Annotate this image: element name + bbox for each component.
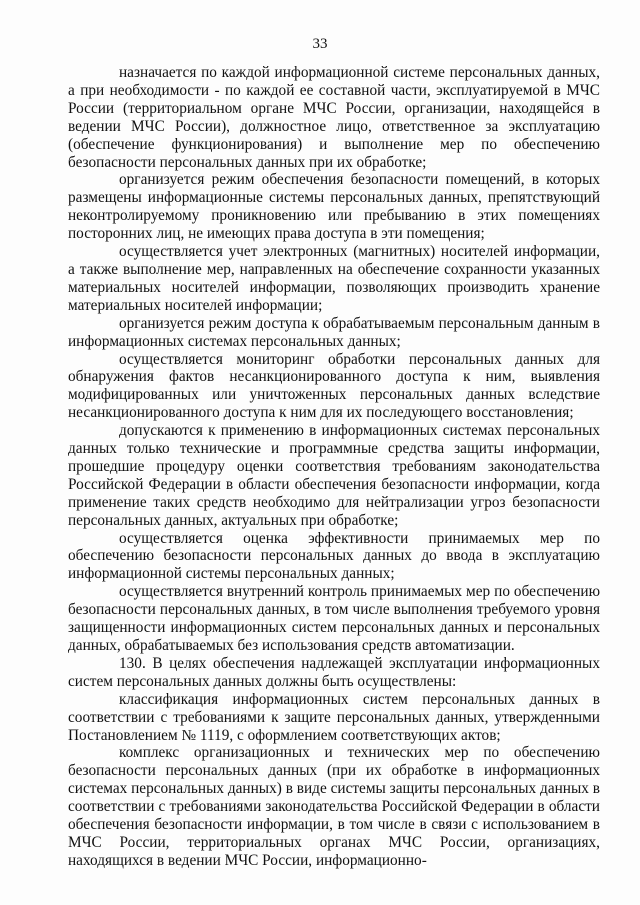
paragraph-access-regime: организуется режим доступа к обрабатываемым персональным данным в информационных системах персональных данных; (68, 314, 600, 350)
paragraph-effectiveness-assessment: осуществляется оценка эффективности принимаемых мер по обеспечению безопасности персональных данных до ввода в эксплуатацию информационной системы персональных данных; (68, 529, 600, 583)
paragraph-media-accounting: осуществляется учет электронных (магнитных) носителей информации, а также выполнение мер, направленных на обеспечение сохранности указанных материальных носителей информации, позволяющих производить хранение материальных носителей информации; (68, 243, 600, 314)
document-body (68, 64, 600, 870)
paragraph-responsible-official: назначается по каждой информационной системе персональных данных, а при необходимости - по каждой ее составной части, эксплуатируемой в МЧС России (территориальном органе МЧС России, организации, находящейся в ведении МЧС России), должностное лицо, ответственное за эксплуатацию (обеспечение функционирования) и выполнение мер по обеспечению безопасности персональных данных при их обработке; (68, 64, 600, 171)
paragraph-classification: классификация информационных систем персональных данных в соответствии с требованиями к защите персональных данных, утвержденными Постановлением № 1119, с оформлением соответствующих актов; (68, 690, 600, 744)
paragraph-monitoring: осуществляется мониторинг обработки персональных данных для обнаружения фактов несанкционированного доступа к ним, выявления модифицированных или уничтоженных персональных данных вследствие несанкционированного доступа к ним для их последующего восстановления; (68, 350, 600, 422)
page-number: 33 (312, 36, 328, 52)
paragraph-clause-130: 130. В целях обеспечения надлежащей эксплуатации информационных систем персональных данных должны быть осуществлены: (68, 654, 600, 690)
paragraph-premises-security: организуется режим обеспечения безопасности помещений, в которых размещены информационные системы персональных данных, препятствующий неконтролируемому проникновению или пребыванию в этих помещениях посторонних лиц, не имеющих права доступа в эти помещения; (68, 171, 600, 243)
paragraph-measures-complex: комплекс организационных и технических мер по обеспечению безопасности персональных данных (при их обработке в информационных системах персональных данных) в виде системы защиты персональных данных в соответствии с требованиями законодательства Российской Федерации в области обеспечения безопасности информации, в том числе в связи с использованием в МЧС России, территориальных органах МЧС России, организациях, находящихся в ведении МЧС России, информационно- (68, 744, 600, 869)
paragraph-internal-control: осуществляется внутренний контроль принимаемых мер по обеспечению безопасности персональных данных, в том числе выполнения требуемого уровня защищенности информационных систем персональных данных и персональных данных, обрабатываемых без использования средств автоматизации. (68, 583, 600, 654)
paragraph-certified-tools: допускаются к применению в информационных системах персональных данных только технические и программные средства защиты информации, прошедшие процедуру оценки соответствия требованиям законодательства Российской Федерации в области обеспечения безопасности информации, когда применение таких средств необходимо для нейтрализации угроз безопасности персональных данных, актуальных при обработке; (68, 422, 600, 529)
